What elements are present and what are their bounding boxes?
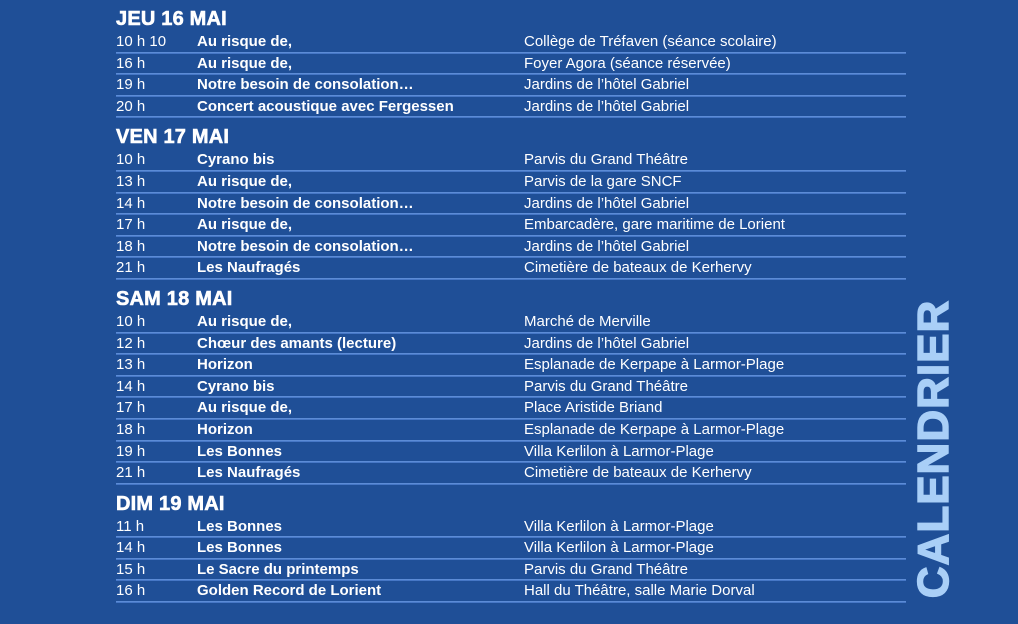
event-time: 21 h xyxy=(116,259,146,277)
event-title: Au risque de, xyxy=(197,399,293,417)
schedule-row xyxy=(116,398,906,420)
day-title: DIM 19 MAI xyxy=(116,492,225,515)
event-title: Chœur des amants (lecture) xyxy=(197,334,397,352)
event-venue: Parvis du Grand Théâtre xyxy=(524,151,688,169)
schedule-row xyxy=(116,150,906,172)
event-venue: Jardins de l’hôtel Gabriel xyxy=(524,194,690,212)
event-venue: Foyer Agora (séance réservée) xyxy=(524,54,731,72)
event-time: 18 h xyxy=(116,237,146,255)
event-title: Cyrano bis xyxy=(197,377,275,395)
day-title: SAM 18 MAI xyxy=(116,287,233,310)
event-venue: Jardins de l’hôtel Gabriel xyxy=(524,76,690,94)
day-section xyxy=(116,491,906,603)
schedule-row xyxy=(116,377,906,399)
schedule-row xyxy=(116,172,906,194)
event-time: 20 h xyxy=(116,97,146,115)
event-title: Au risque de, xyxy=(197,312,293,330)
event-title: Concert acoustique avec Fergessen xyxy=(197,97,454,115)
day-title: JEU 16 MAI xyxy=(116,8,227,30)
schedule-row xyxy=(116,538,906,560)
event-venue: Esplanade de Kerpape à Larmor-Plage xyxy=(524,420,785,438)
event-time: 10 h 10 xyxy=(116,33,167,50)
schedule-row xyxy=(116,312,906,334)
event-venue: Esplanade de Kerpape à Larmor-Plage xyxy=(524,356,785,374)
schedule-row xyxy=(116,442,906,464)
schedule-row xyxy=(116,517,906,539)
event-venue: Marché de Merville xyxy=(524,312,651,330)
schedule-row xyxy=(116,215,906,237)
event-time: 17 h xyxy=(116,216,146,234)
event-time: 14 h xyxy=(116,539,146,557)
schedule-row xyxy=(116,560,906,582)
schedule xyxy=(116,6,906,603)
schedule-row xyxy=(116,54,906,76)
schedule-row xyxy=(116,420,906,442)
event-title: Les Bonnes xyxy=(197,442,283,460)
event-venue: Parvis du Grand Théâtre xyxy=(524,377,688,395)
event-time: 18 h xyxy=(116,420,146,438)
event-title: Au risque de, xyxy=(197,172,293,190)
event-title: Notre besoin de consolation… xyxy=(197,76,414,94)
day-section xyxy=(116,286,906,485)
event-title: Horizon xyxy=(197,356,253,374)
schedule-row xyxy=(116,258,906,280)
event-venue: Jardins de l’hôtel Gabriel xyxy=(524,97,690,115)
schedule-row xyxy=(116,581,906,603)
event-time: 17 h xyxy=(116,399,146,417)
event-venue: Cimetière de bateaux de Kerhervy xyxy=(524,259,752,277)
event-title: Le Sacre du printemps xyxy=(197,560,359,578)
schedule-row xyxy=(116,75,906,97)
event-venue: Jardins de l’hôtel Gabriel xyxy=(524,334,690,352)
event-time: 10 h xyxy=(116,312,146,330)
event-time: 14 h xyxy=(116,377,146,395)
event-title: Notre besoin de consolation… xyxy=(197,237,414,255)
event-time: 16 h xyxy=(116,582,146,600)
event-venue: Villa Kerlilon à Larmor-Plage xyxy=(524,539,714,557)
event-title: Les Naufragés xyxy=(197,464,301,482)
event-title: Les Naufragés xyxy=(197,259,301,277)
event-time: 13 h xyxy=(116,356,146,374)
schedule-row xyxy=(116,194,906,216)
schedule-row xyxy=(116,334,906,356)
day-section xyxy=(116,124,906,280)
event-venue: Villa Kerlilon à Larmor-Plage xyxy=(524,442,714,460)
event-venue: Jardins de l’hôtel Gabriel xyxy=(524,237,690,255)
event-venue: Embarcadère, gare maritime de Lorient xyxy=(524,216,785,234)
event-time: 12 h xyxy=(116,334,146,352)
event-time: 21 h xyxy=(116,464,146,482)
event-time: 16 h xyxy=(116,54,146,72)
event-venue: Cimetière de bateaux de Kerhervy xyxy=(524,464,752,482)
event-title: Notre besoin de consolation… xyxy=(197,194,414,212)
event-title: Cyrano bis xyxy=(197,151,275,169)
calendar-vertical-title xyxy=(909,284,959,614)
event-time: 10 h xyxy=(116,151,146,169)
event-venue: Villa Kerlilon à Larmor-Plage xyxy=(524,517,714,535)
event-venue: Place Aristide Briand xyxy=(524,399,663,417)
event-title: Horizon xyxy=(197,420,253,438)
event-venue: Parvis du Grand Théâtre xyxy=(524,560,688,578)
event-title: Golden Record de Lorient xyxy=(197,582,382,600)
event-time: 19 h xyxy=(116,76,146,94)
schedule-row xyxy=(116,355,906,377)
day-title: VEN 17 MAI xyxy=(116,126,230,149)
event-time: 11 h xyxy=(116,517,145,535)
schedule-row xyxy=(116,463,906,485)
event-title: Les Bonnes xyxy=(197,517,283,535)
event-title: Au risque de, xyxy=(197,216,293,234)
event-time: 19 h xyxy=(116,442,146,460)
event-time: 13 h xyxy=(116,172,146,190)
day-section xyxy=(116,6,906,118)
event-title: Au risque de, xyxy=(197,33,293,50)
schedule-row xyxy=(116,97,906,119)
event-time: 15 h xyxy=(116,560,146,578)
event-title: Les Bonnes xyxy=(197,539,283,557)
event-title: Au risque de, xyxy=(197,54,293,72)
calendar-title-text: CALENDRIER xyxy=(909,299,959,599)
schedule-row xyxy=(116,32,906,54)
event-venue: Collège de Tréfaven (séance scolaire) xyxy=(524,33,777,50)
event-venue: Hall du Théâtre, salle Marie Dorval xyxy=(524,582,755,600)
event-venue: Parvis de la gare SNCF xyxy=(524,172,682,190)
event-time: 14 h xyxy=(116,194,146,212)
schedule-row xyxy=(116,237,906,259)
